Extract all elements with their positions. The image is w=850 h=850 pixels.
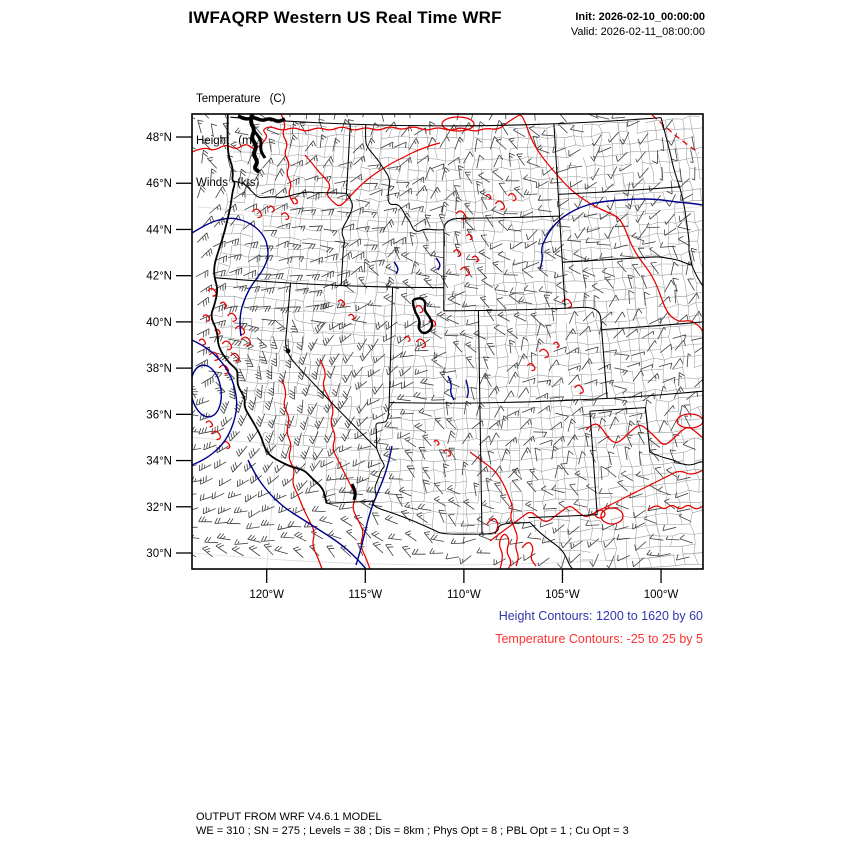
lon-tick-label: 110°W [446,589,481,601]
temperature-contour-annotation: Temperature Contours: -25 to 25 by 5 [495,632,703,646]
legend-winds: Winds (kts) [196,177,260,189]
plot-title: IWFAQRP Western US Real Time WRF [188,8,502,27]
lon-tick-label: 120°W [249,589,285,601]
footer [196,810,629,838]
lat-tick-label: 42°N [146,270,172,283]
footer-config-line: WE = 310 ; SN = 275 ; Levels = 38 ; Dis = 8km ; Phys Opt = 8 ; PBL Opt = 1 ; Cu Opt = 3 [196,825,629,837]
lat-tick-label: 38°N [146,363,172,376]
lat-tick-label: 36°N [146,409,172,422]
footer-model-line: OUTPUT FROM WRF V4.6.1 MODEL [196,811,382,823]
lon-tick-label: 105°W [545,589,580,601]
lat-tick-label: 34°N [146,455,172,468]
lat-tick-label: 48°N [146,132,172,145]
lat-tick-label: 32°N [146,501,172,514]
lat-tick-label: 40°N [146,316,172,329]
lat-tick-label: 30°N [146,548,172,560]
valid-time: Valid: 2026-02-11_08:00:00 [570,26,705,38]
legend-temperature: Temperature (C) [196,93,286,105]
legend-height: Height (m) [196,135,256,147]
lon-tick-label: 115°W [348,589,383,601]
temperature-contours [192,114,703,569]
height-contour-annotation: Height Contours: 1200 to 1620 by 60 [498,609,703,623]
map-frame [192,114,703,569]
county-boundaries [211,116,766,572]
lon-tick-label: 100°W [643,589,679,601]
lat-tick-label: 44°N [146,224,172,237]
lat-tick-label: 46°N [146,178,172,191]
init-time: Init: 2026-02-10_00:00:00 [575,11,705,23]
map-interior [150,104,778,584]
